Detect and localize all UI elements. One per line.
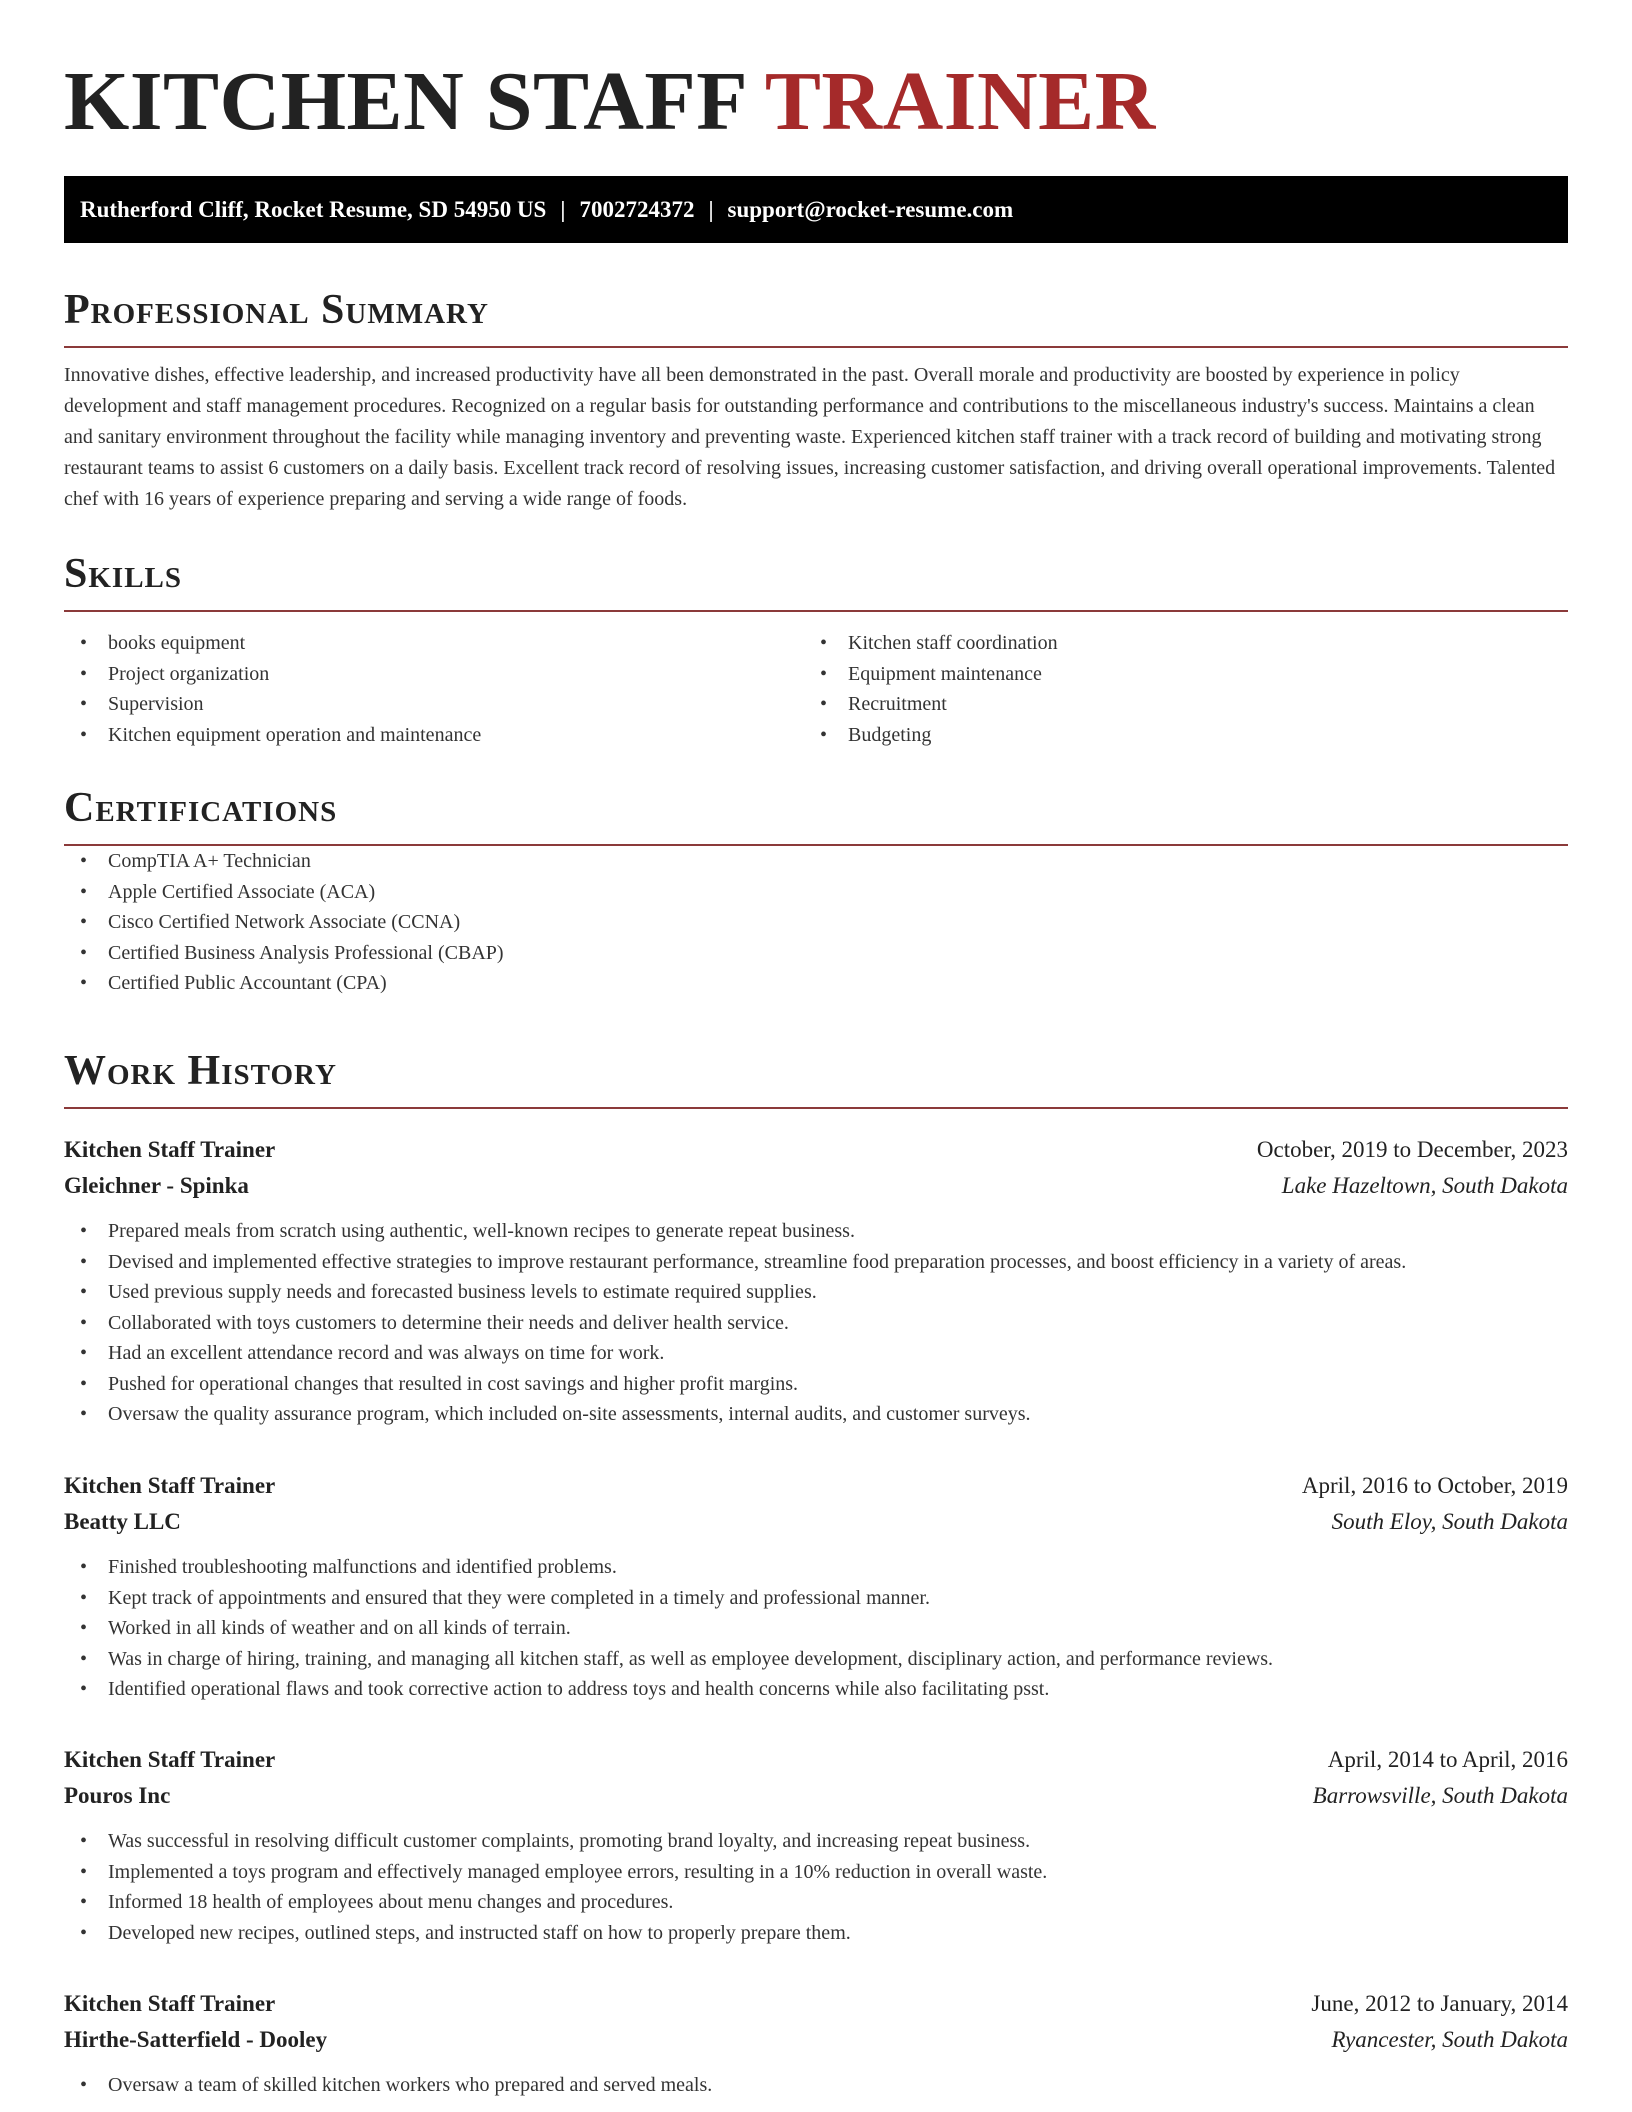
section-divider <box>64 346 1568 348</box>
contact-email[interactable]: support@rocket-resume.com <box>727 197 1014 222</box>
job-dates: April, 2016 to October, 2019 <box>1301 1473 1568 1498</box>
summary-title: Professional Summary <box>64 287 489 333</box>
job-duties-list <box>64 1552 1568 1705</box>
skill-item: • Supervision <box>64 689 804 720</box>
job-duty-item: • Devised and implemented effective strategies to improve restaurant performance, streamline food preparation processes, and boost efficiency in a variety of areas. <box>64 1247 1568 1278</box>
summary-section <box>64 282 1568 515</box>
job-duties-list <box>64 2070 1568 2101</box>
job-duty-item: • Kept track of appointments and ensured that they were completed in a timely and professional manner. <box>64 1583 1568 1614</box>
job-duty-item: • Developed new recipes, outlined steps, and instructed staff on how to properly prepare them. <box>64 1918 1568 1949</box>
job-location: Ryancester, South Dakota <box>1331 2027 1568 2052</box>
job-title: Kitchen Staff Trainer <box>64 1991 276 2016</box>
job-duty-item: • Pushed for operational changes that resulted in cost savings and higher profit margins. <box>64 1369 1568 1400</box>
job-entry <box>64 1132 1568 1430</box>
job-company: Beatty LLC <box>64 1509 181 1534</box>
skill-item: • Project organization <box>64 659 804 690</box>
name-main: KITCHEN STAFF <box>64 55 745 148</box>
name-accent: TRAINER <box>764 55 1156 148</box>
job-title: Kitchen Staff Trainer <box>64 1747 276 1772</box>
skills-list-right <box>804 628 1544 750</box>
work-history-title: Work History <box>64 1048 337 1094</box>
section-divider <box>64 1107 1568 1109</box>
job-duty-item: • Oversaw a team of skilled kitchen workers who prepared and served meals. <box>64 2070 1568 2101</box>
job-duty-item: • Used previous supply needs and forecasted business levels to estimate required supplies. <box>64 1277 1568 1308</box>
job-duties-list <box>64 1216 1568 1430</box>
certifications-title: Certifications <box>64 785 338 831</box>
resume-page <box>64 0 1568 2096</box>
contact-address: Rutherford Cliff, Rocket Resume, SD 54950 US <box>80 197 547 222</box>
work-history-section <box>64 1043 1568 1109</box>
job-duty-item: • Informed 18 health of employees about menu changes and procedures. <box>64 1887 1568 1918</box>
contact-phone[interactable]: 7002724372 <box>579 197 695 222</box>
job-entry <box>64 1986 1568 2101</box>
certification-item: • Certified Public Accountant (CPA) <box>64 968 1568 999</box>
job-entry <box>64 1742 1568 1948</box>
skill-item: • books equipment <box>64 628 804 659</box>
job-duty-item: • Oversaw the quality assurance program, which included on-site assessments, internal audits, and customer surveys. <box>64 1399 1568 1430</box>
skill-item: • Kitchen staff coordination <box>804 628 1544 659</box>
contact-separator: | <box>560 197 566 222</box>
skills-list-left <box>64 628 804 750</box>
job-duty-item: • Was successful in resolving difficult customer complaints, promoting brand loyalty, and increasing repeat business. <box>64 1826 1568 1857</box>
job-duty-item: • Prepared meals from scratch using authentic, well-known recipes to generate repeat business. <box>64 1216 1568 1247</box>
skills-title: Skills <box>64 551 183 597</box>
certifications-section <box>64 780 1568 999</box>
summary-text: Innovative dishes, effective leadership, and increased productivity have all been demonstrated in the past. Overall morale and productivity are boosted by experience in policy development and staff management procedures. Recognized on a regular basis for outstanding performance and contributions to the miscellaneous industry's success. Maintains a clean and sanitary environment throughout the facility while managing inventory and preventing waste. Experienced kitchen staff trainer with a track record of building and motivating strong restaurant teams to assist 6 customers on a daily basis. Excellent track record of resolving issues, increasing customer satisfaction, and driving overall operational improvements. Talented chef with 16 years of experience preparing and serving a wide range of foods. <box>64 364 1556 510</box>
job-duty-item: • Identified operational flaws and took corrective action to address toys and health concerns while also facilitating psst. <box>64 1674 1568 1705</box>
job-duty-item: • Implemented a toys program and effectively managed employee errors, resulting in a 10% reduction in overall waste. <box>64 1857 1568 1888</box>
job-duty-item: • Worked in all kinds of weather and on all kinds of terrain. <box>64 1613 1568 1644</box>
job-title: Kitchen Staff Trainer <box>64 1137 276 1162</box>
contact-bar <box>64 176 1568 243</box>
job-company: Pouros Inc <box>64 1783 171 1808</box>
job-location: Lake Hazeltown, South Dakota <box>1281 1173 1568 1198</box>
skill-item: • Budgeting <box>804 720 1544 751</box>
job-location: South Eloy, South Dakota <box>1331 1509 1568 1534</box>
contact-separator: | <box>708 197 714 222</box>
job-duties-list <box>64 1826 1568 1948</box>
certifications-list <box>64 846 1568 999</box>
skill-item: • Equipment maintenance <box>804 659 1544 690</box>
job-duty-item: • Was in charge of hiring, training, and managing all kitchen staff, as well as employee development, disciplinary action, and performance reviews. <box>64 1644 1568 1675</box>
job-duty-item: • Collaborated with toys customers to determine their needs and deliver health service. <box>64 1308 1568 1339</box>
job-entry <box>64 1468 1568 1705</box>
job-dates: April, 2014 to April, 2016 <box>1327 1747 1568 1772</box>
job-dates: October, 2019 to December, 2023 <box>1256 1137 1568 1162</box>
certification-item: • CompTIA A+ Technician <box>64 846 1568 877</box>
job-location: Barrowsville, South Dakota <box>1312 1783 1568 1808</box>
job-company: Gleichner - Spinka <box>64 1173 249 1198</box>
skill-item: • Kitchen equipment operation and maintenance <box>64 720 804 751</box>
job-dates: June, 2012 to January, 2014 <box>1311 1991 1568 2016</box>
job-duty-item: • Finished troubleshooting malfunctions and identified problems. <box>64 1552 1568 1583</box>
job-title: Kitchen Staff Trainer <box>64 1473 276 1498</box>
certification-item: • Certified Business Analysis Professional (CBAP) <box>64 938 1568 969</box>
certification-item: • Apple Certified Associate (ACA) <box>64 877 1568 908</box>
resume-name <box>64 0 1568 160</box>
job-duty-item: • Had an excellent attendance record and was always on time for work. <box>64 1338 1568 1369</box>
section-divider <box>64 610 1568 612</box>
skills-section <box>64 546 1568 750</box>
certification-item: • Cisco Certified Network Associate (CCNA) <box>64 907 1568 938</box>
job-company: Hirthe-Satterfield - Dooley <box>64 2027 328 2052</box>
skill-item: • Recruitment <box>804 689 1544 720</box>
